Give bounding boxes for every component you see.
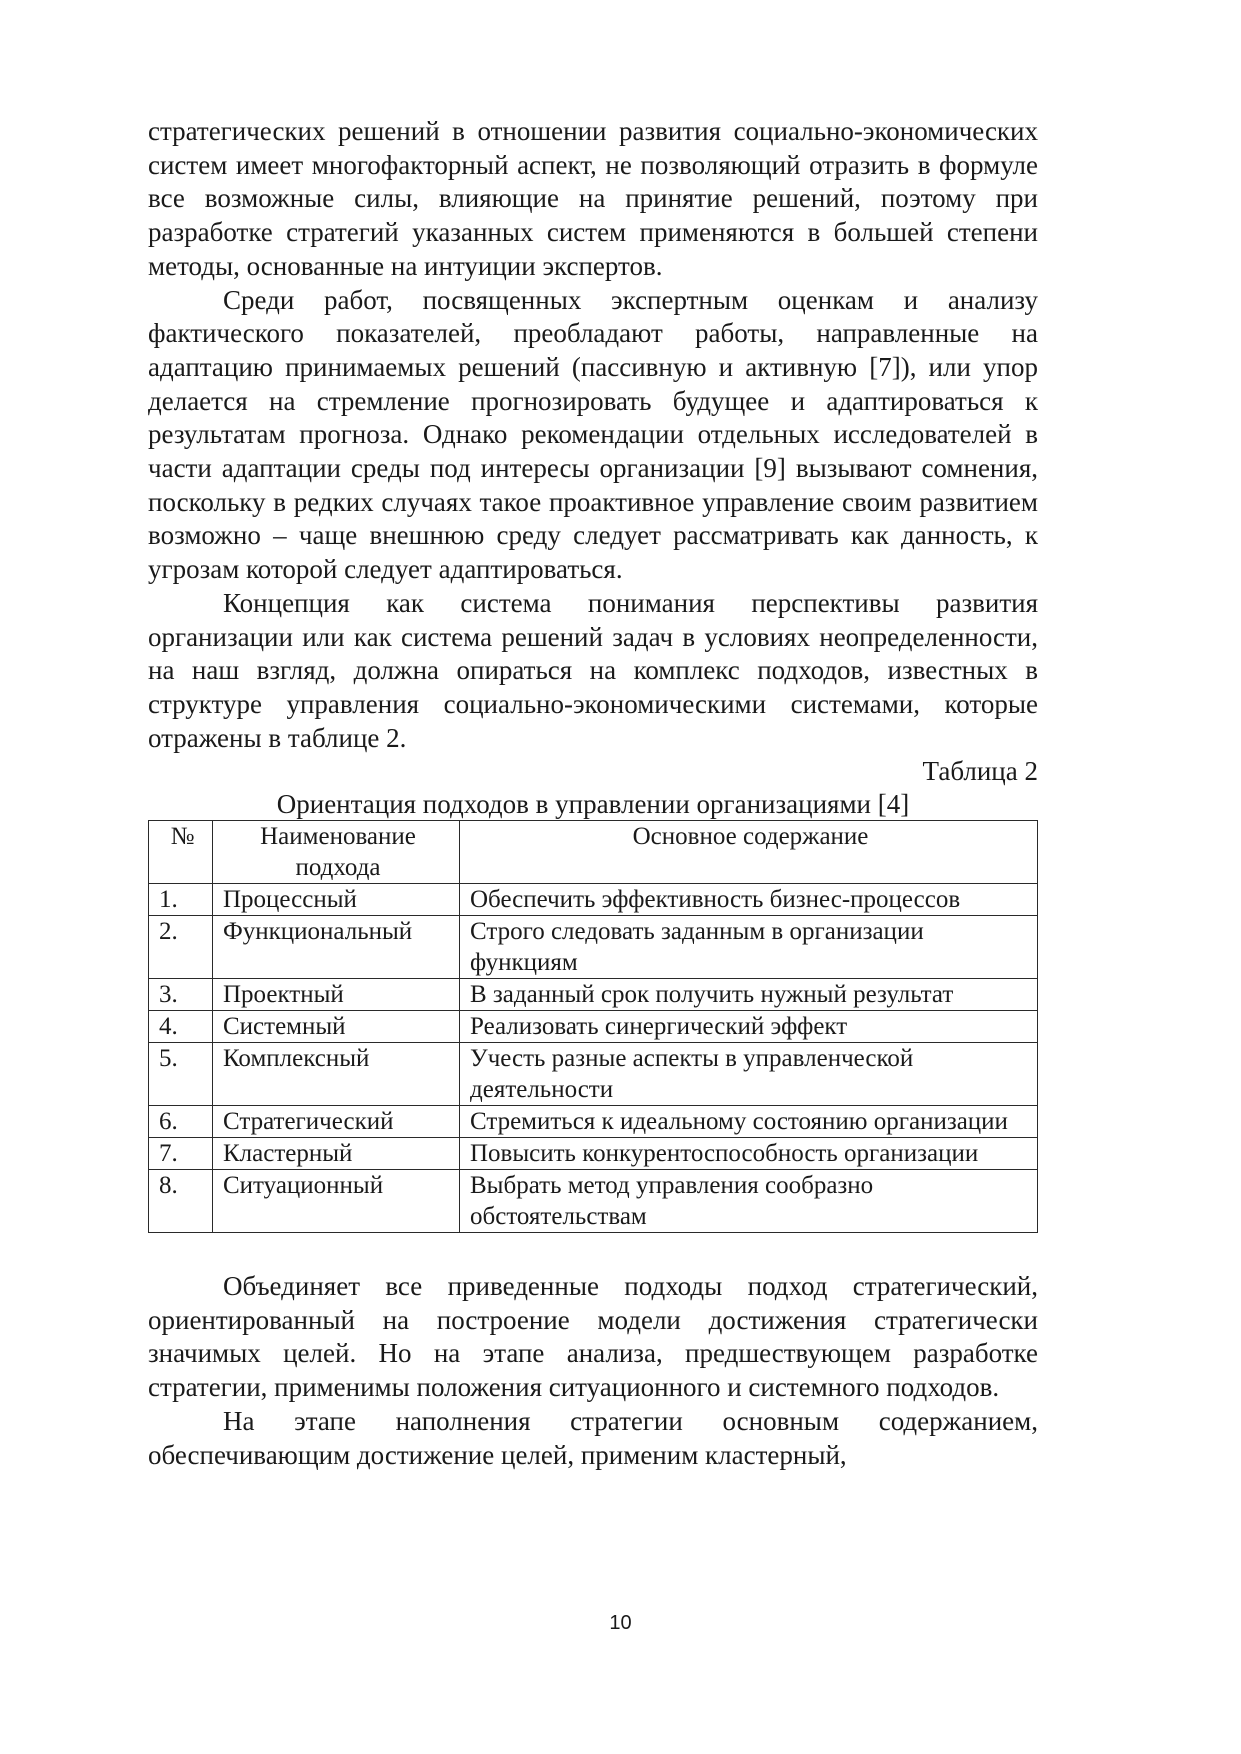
cell-num: 6. — [149, 1106, 213, 1138]
cell-num: 7. — [149, 1138, 213, 1170]
cell-name: Стратегический — [213, 1106, 460, 1138]
table-row — [149, 1043, 1038, 1106]
table-row — [149, 916, 1038, 979]
header-num: № — [149, 821, 213, 884]
paragraph: стратегических решений в отношении развития социально-экономических систем имеет многофакторный аспект, не позволяющий отразить в формуле все возможные силы, влияющие на принятие решений, поэтому при разработке стратегий указанных систем применяются в большей степени методы, основанные на интуиции экспертов. — [148, 116, 1038, 281]
cell-content: Повысить конкурентоспособность организации — [460, 1138, 1038, 1170]
table-row — [149, 1011, 1038, 1043]
header-name: Наименование подхода — [213, 821, 460, 884]
table-title: Ориентация подходов в управлении организациями [4] — [276, 789, 910, 820]
text-after-table — [148, 1270, 1038, 1472]
paragraph: На этапе наполнения стратегии основным содержанием, обеспечивающим достижение целей, применим кластерный, — [148, 1405, 1038, 1470]
cell-name: Функциональный — [213, 916, 460, 979]
paragraph: Объединяет все приведенные подходы подход стратегический, ориентированный на построение модели достижения стратегически значимых целей. Но на этапе анализа, предшествующем разработке стратегии, применимы положения ситуационного и системного подходов. — [148, 1271, 1038, 1403]
cell-name: Проектный — [213, 979, 460, 1011]
page-number: 10 — [609, 1612, 632, 1634]
table-row — [149, 1170, 1038, 1233]
page-body — [148, 115, 1038, 1472]
paragraph: Среди работ, посвященных экспертным оценкам и анализу фактического показателей, преобладают работы, направленные на адаптацию принимаемых решений (пассивную и активную [7]), или упор делается на стремление прогнозировать будущее и адаптироваться к результатам прогноза. Однако рекомендации отдельных исследователей в части адаптации среды под интересы организации [9] вызывают сомнения, поскольку в редких случаях такое проактивное управление своим развитием возможно – чаще внешнюю среду следует рассматривать как данность, к угрозам которой следует адаптироваться. — [148, 284, 1038, 585]
cell-content: Учесть разные аспекты в управленческой деятельности — [460, 1043, 1038, 1106]
table-row — [149, 979, 1038, 1011]
cell-name: Кластерный — [213, 1138, 460, 1170]
cell-num: 4. — [149, 1011, 213, 1043]
paragraph: Концепция как система понимания перспективы развития организации или как система решений задач в условиях неопределенности, на наш взгляд, должна опираться на комплекс подходов, известных в структуре управления социально-экономическими системами, которые отражены в таблице 2. — [148, 587, 1038, 753]
text-before-table — [148, 115, 1038, 755]
cell-num: 1. — [149, 884, 213, 916]
approaches-table — [148, 820, 1038, 1233]
cell-name: Ситуационный — [213, 1170, 460, 1233]
cell-name: Системный — [213, 1011, 460, 1043]
table-header-row — [149, 821, 1038, 884]
cell-content: Реализовать синергический эффект — [460, 1011, 1038, 1043]
table-label: Таблица 2 — [922, 756, 1038, 787]
cell-content: В заданный срок получить нужный результат — [460, 979, 1038, 1011]
cell-num: 5. — [149, 1043, 213, 1106]
cell-content: Строго следовать заданным в организации функциям — [460, 916, 1038, 979]
cell-num: 3. — [149, 979, 213, 1011]
cell-content: Обеспечить эффективность бизнес-процессов — [460, 884, 1038, 916]
table-row — [149, 884, 1038, 916]
cell-name: Процессный — [213, 884, 460, 916]
cell-content: Стремиться к идеальному состоянию организации — [460, 1106, 1038, 1138]
cell-content: Выбрать метод управления сообразно обстоятельствам — [460, 1170, 1038, 1233]
cell-name: Комплексный — [213, 1043, 460, 1106]
table-row — [149, 1138, 1038, 1170]
cell-num: 2. — [149, 916, 213, 979]
cell-num: 8. — [149, 1170, 213, 1233]
header-content: Основное содержание — [460, 821, 1038, 884]
table-row — [149, 1106, 1038, 1138]
